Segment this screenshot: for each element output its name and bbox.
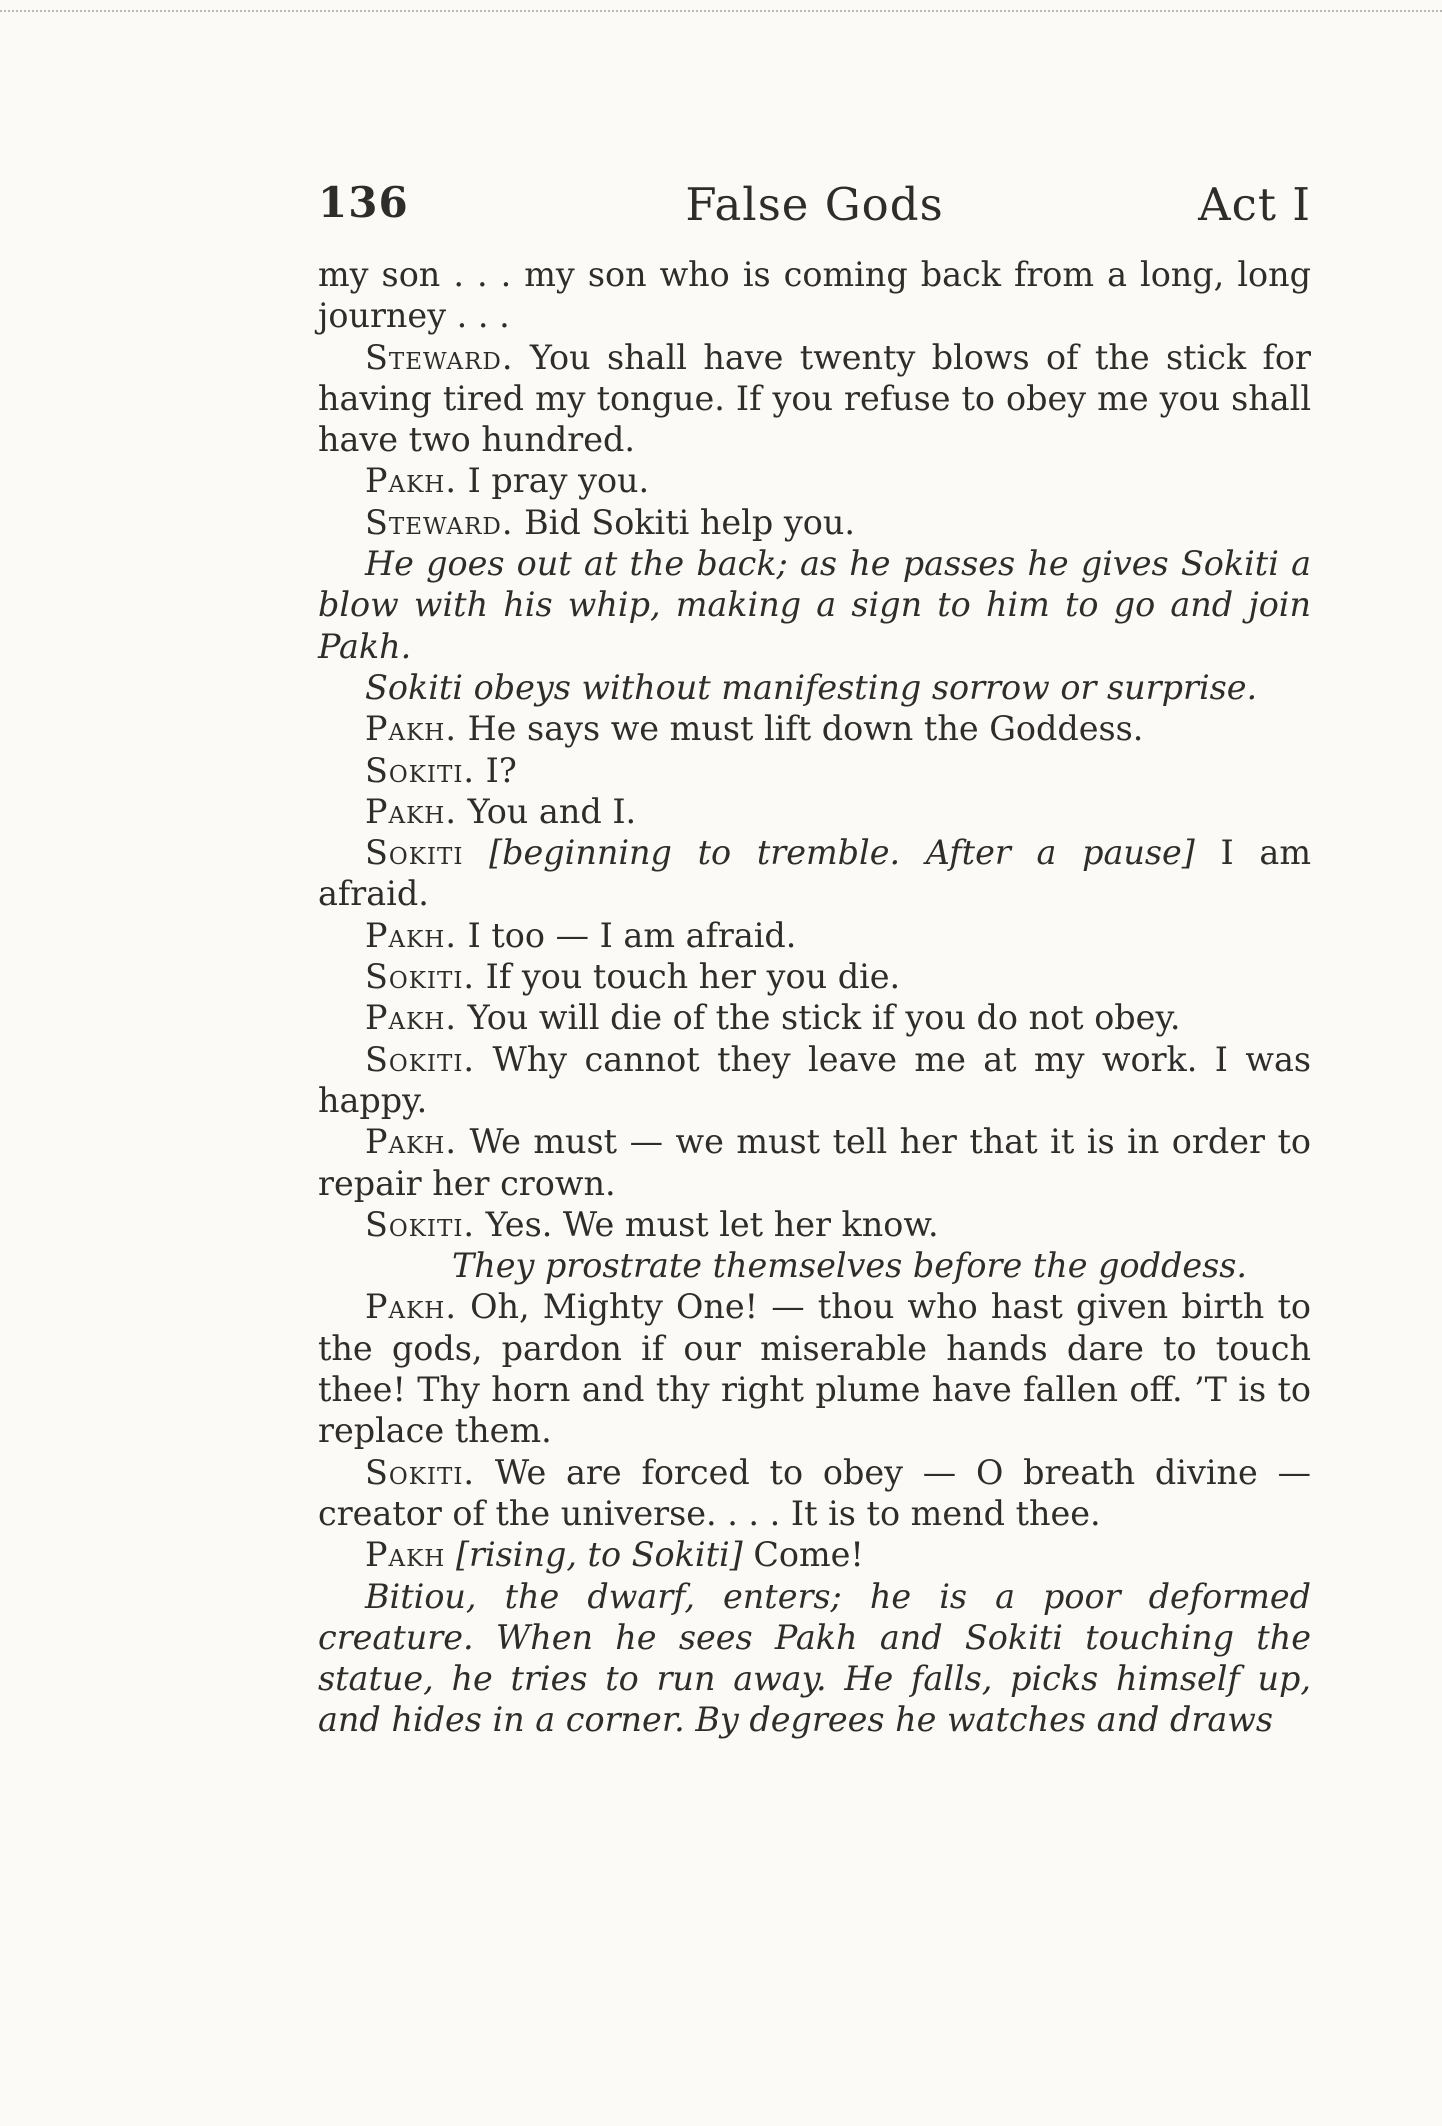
speech <box>318 460 1311 501</box>
speaker-name: Sokiti <box>365 833 464 873</box>
speech-text: I? <box>485 750 517 790</box>
stage-direction: Bitiou, the dwarf, enters; he is a poor deformed creature. When he sees Pakh and Sokiti touching the statue, he tries to run away. He falls, picks himself up, and hides in a corner. By degrees he watches and draws <box>318 1576 1311 1740</box>
speech <box>318 502 1311 543</box>
speech-text: He says we must lift down the Goddess. <box>467 709 1144 749</box>
speech-text: We must — we must tell her that it is in order to repair her crown. <box>318 1122 1311 1203</box>
speech <box>318 997 1311 1038</box>
speech-text: You and I. <box>467 791 637 831</box>
speaker-name: Steward. <box>365 337 514 377</box>
book-title: False Gods <box>685 178 944 231</box>
inline-direction: [beginning to tremble. After a pause] <box>489 833 1195 873</box>
speech <box>318 1534 1311 1575</box>
speech <box>318 1204 1311 1245</box>
speech <box>318 915 1311 956</box>
speaker-name: Sokiti. <box>365 1039 476 1079</box>
prose-paragraph: my son . . . my son who is coming back from a long, long journey . . . <box>318 255 1311 336</box>
speech-text: You shall have twenty blows of the stick for having tired my tongue. If you refuse to obey me you shall have two hundred. <box>318 337 1311 460</box>
speech <box>318 1039 1311 1122</box>
speaker-name: Sokiti. <box>365 957 476 997</box>
speech <box>318 708 1311 749</box>
stage-direction: Sokiti obeys without manifesting sorrow or surprise. <box>365 667 1258 707</box>
speech-text: You will die of the stick if you do not obey. <box>467 998 1181 1038</box>
speaker-name: Steward. <box>365 502 514 542</box>
speaker-name: Sokiti. <box>365 1452 476 1492</box>
inline-direction: [rising, to Sokiti] <box>455 1535 743 1575</box>
speech-text: We are forced to obey — O breath divine — creator of the universe. . . . It is to mend thee. <box>318 1452 1311 1533</box>
speech-text: I am afraid. <box>318 833 1311 914</box>
stage-direction-centered: They prostrate themselves before the goddess. <box>451 1246 1248 1286</box>
speaker-name: Sokiti. <box>365 1204 476 1244</box>
speech <box>318 1121 1311 1204</box>
speaker-name: Pakh. <box>365 1287 457 1327</box>
speech <box>318 956 1311 997</box>
stage-direction: He goes out at the back; as he passes he gives Sokiti a blow with his whip, making a sign to him to go and join Pakh. <box>318 544 1311 666</box>
speech <box>318 337 1311 461</box>
speaker-name: Pakh <box>365 1535 446 1575</box>
act-label: Act I <box>1198 178 1311 231</box>
speaker-name: Pakh. <box>365 709 457 749</box>
page-body <box>318 254 1311 1741</box>
speech-text: Why cannot they leave me at my work. I was happy. <box>318 1039 1311 1120</box>
speech-text: Bid Sokiti help you. <box>524 502 855 542</box>
speech-text: I too — I am afraid. <box>467 915 797 955</box>
speech <box>318 1452 1311 1535</box>
speaker-name: Pakh. <box>365 1122 457 1162</box>
running-header <box>318 170 1311 240</box>
speaker-name: Sokiti. <box>365 750 476 790</box>
speech-text: Yes. We must let her know. <box>485 1204 939 1244</box>
book-page <box>318 170 1311 1741</box>
speaker-name: Pakh. <box>365 791 457 831</box>
speaker-name: Pakh. <box>365 998 457 1038</box>
speaker-name: Pakh. <box>365 461 457 501</box>
speech <box>318 832 1311 915</box>
speech-text: I pray you. <box>467 461 650 501</box>
page-number: 136 <box>318 178 409 227</box>
speech <box>318 791 1311 832</box>
scan-top-rule <box>0 10 1442 12</box>
speech-text: Come! <box>753 1535 864 1575</box>
speech-text: If you touch her you die. <box>485 957 901 997</box>
speech-text: Oh, Mighty One! — thou who hast given birth to the gods, pardon if our miserable hands dare to touch thee! Thy horn and thy right plume have fallen off. ’T is to replace them. <box>318 1287 1311 1451</box>
speaker-name: Pakh. <box>365 915 457 955</box>
speech <box>318 750 1311 791</box>
speech <box>318 1286 1311 1451</box>
